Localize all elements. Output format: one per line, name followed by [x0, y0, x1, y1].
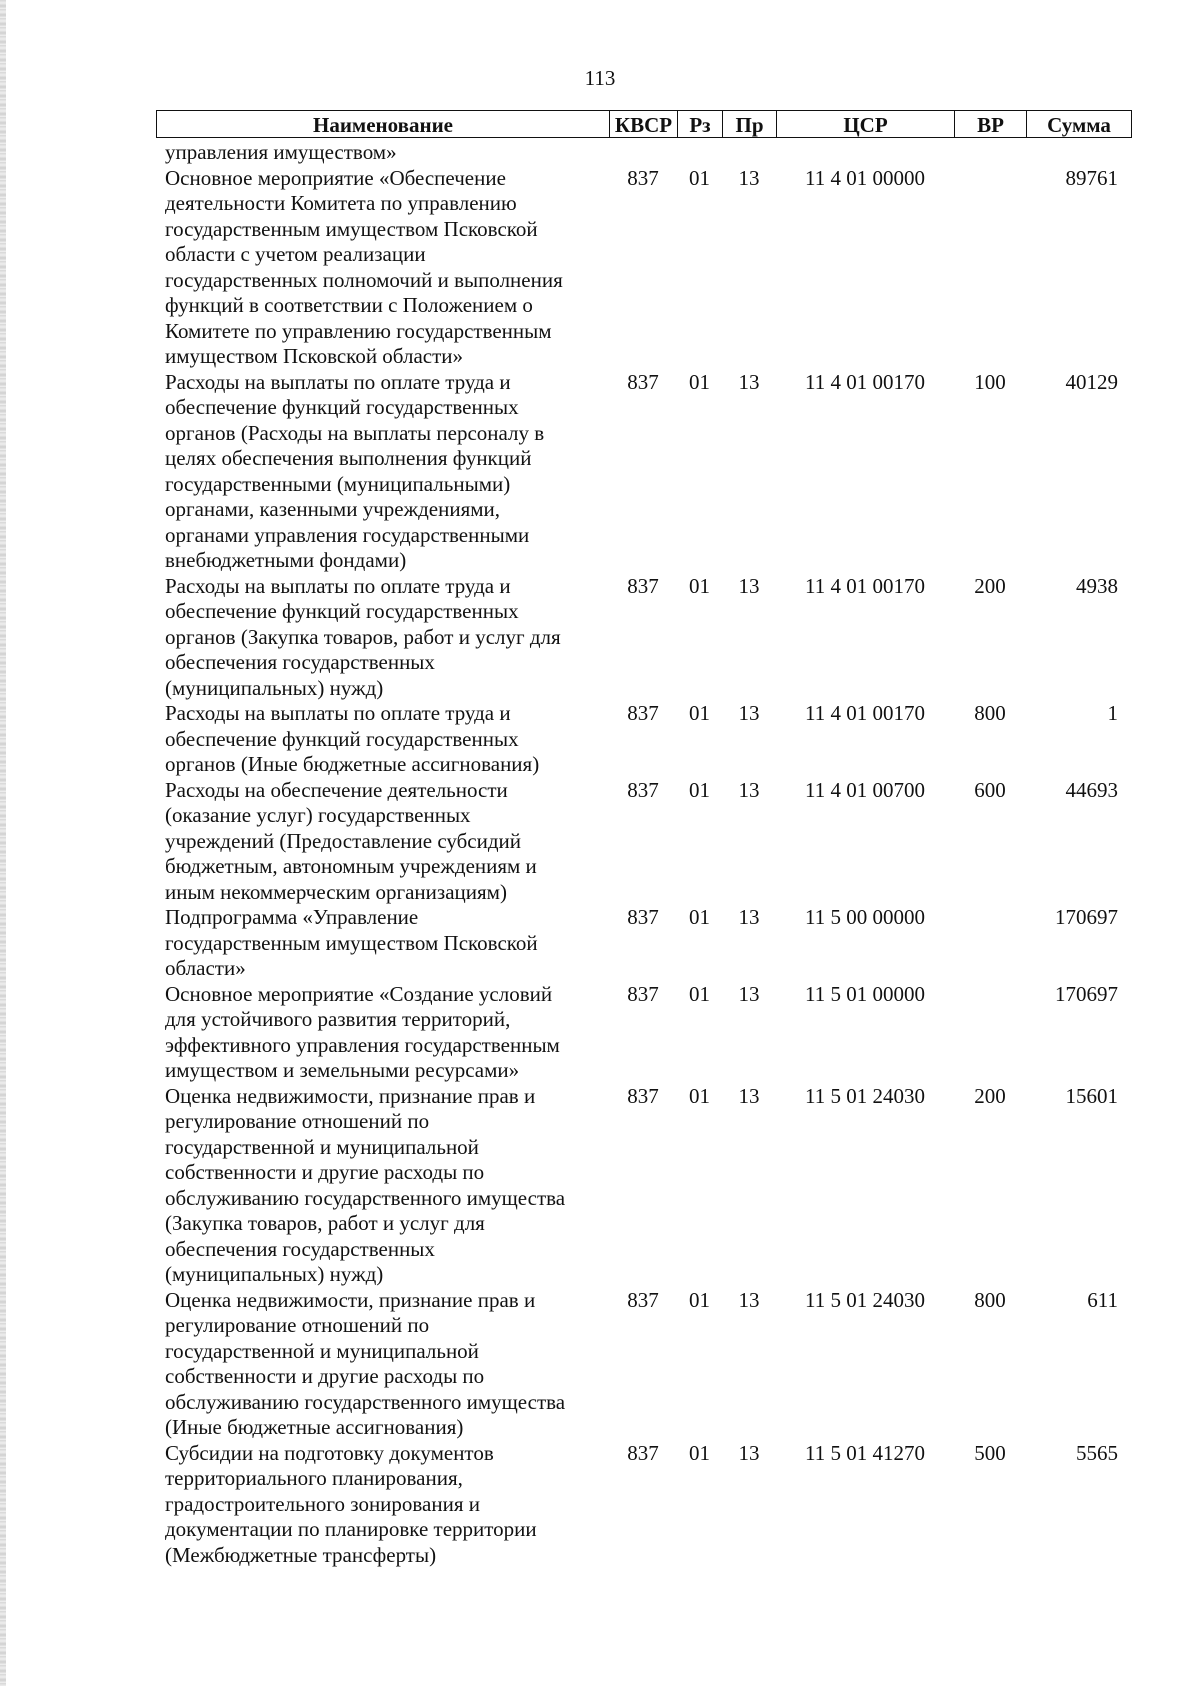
table-row: [156, 370, 1132, 574]
row-vr: 200: [974, 573, 1006, 598]
table-row: [156, 1084, 1132, 1288]
row-name: управления имуществом»: [165, 140, 397, 164]
row-name: Подпрограмма «Управление государственным имуществом Псковской области»: [165, 905, 538, 980]
row-rz: [677, 140, 722, 166]
row-rz: 01: [689, 701, 710, 725]
row-sum: 5565: [1076, 1440, 1118, 1465]
table-row: [156, 1288, 1132, 1441]
row-vr: 100: [974, 369, 1006, 394]
row-name: Основное мероприятие «Обеспечение деятельности Комитета по управлению государственным имуществом Псковской области с учетом реализации государственных полномочий и выполнения функций в соответствии с Положением о Комитете по управлению государственным имуществом Псковской области»: [165, 165, 563, 368]
row-kvsr: 837: [627, 1287, 659, 1312]
row-rz: 01: [689, 981, 710, 1006]
table-row: [156, 905, 1132, 982]
row-csr: 11 4 01 00170: [805, 701, 925, 725]
row-pr: [722, 140, 776, 166]
row-vr: [954, 982, 1026, 1084]
row-csr: 11 4 01 00000: [805, 165, 925, 190]
row-sum: 4938: [1076, 573, 1118, 598]
row-pr: 13: [738, 1083, 760, 1108]
row-sum: [1026, 140, 1130, 166]
table-body: [156, 140, 1132, 1568]
row-rz: 01: [689, 165, 710, 190]
header-kvsr: КВСР: [610, 111, 678, 137]
table-row: [156, 140, 1132, 166]
row-vr: 500: [974, 1440, 1006, 1465]
row-kvsr: 837: [627, 1083, 659, 1108]
row-sum: 44693: [1065, 777, 1118, 802]
row-sum: 40129: [1065, 369, 1118, 394]
row-csr: 11 5 01 41270: [805, 1440, 925, 1465]
row-name: Оценка недвижимости, признание прав и регулирование отношений по государственной и муниципальной собственности и другие расходы по обслуживанию государственного имущества (Иные бюджетные ассигнования): [165, 1287, 566, 1439]
row-vr: [954, 166, 1026, 370]
row-vr: [954, 905, 1026, 982]
row-pr: 13: [738, 573, 760, 598]
header-pr: Пр: [723, 111, 777, 137]
row-kvsr: 837: [627, 905, 659, 929]
row-rz: 01: [689, 573, 710, 598]
row-name: Расходы на выплаты по оплате труда и обеспечение функций государственных органов (Расходы на выплаты персоналу в целях обеспечения выполнения функций государственными (муниципальными) органами, казенными учреждениями, органами управления государственными внебюджетными фондами): [165, 369, 545, 572]
row-kvsr: [609, 140, 677, 166]
row-rz: 01: [689, 1440, 710, 1465]
header-sum: Сумма: [1047, 112, 1111, 137]
header-name: Наименование: [157, 111, 610, 137]
row-pr: 13: [738, 981, 760, 1006]
row-pr: 13: [738, 165, 760, 190]
row-csr: 11 5 01 00000: [805, 981, 925, 1006]
row-name: Основное мероприятие «Создание условий для устойчивого развития территорий, эффективного управления государственным имуществом и земельными ресурсами»: [165, 981, 560, 1082]
row-kvsr: 837: [627, 369, 659, 394]
row-kvsr: 837: [627, 1440, 659, 1465]
table-row: [156, 574, 1132, 702]
row-pr: 13: [738, 701, 760, 725]
row-csr: 11 5 00 00000: [805, 905, 925, 929]
row-sum: 611: [1087, 1287, 1118, 1312]
row-sum: 89761: [1065, 165, 1118, 190]
row-pr: 13: [738, 777, 760, 802]
row-name: Расходы на обеспечение деятельности (оказание услуг) государственных учреждений (Предоставление субсидий бюджетным, автономным учреждениям и иным некоммерческим организациям): [165, 777, 537, 904]
row-kvsr: 837: [627, 573, 659, 598]
row-sum: 15601: [1065, 1083, 1118, 1108]
page-number: 113: [584, 66, 616, 90]
row-rz: 01: [689, 1287, 710, 1312]
row-pr: 13: [738, 1287, 760, 1312]
row-kvsr: 837: [627, 165, 659, 190]
row-kvsr: 837: [627, 701, 659, 725]
row-rz: 01: [689, 1083, 710, 1108]
header-rz: Рз: [678, 111, 723, 137]
row-pr: 13: [738, 1440, 760, 1465]
table-row: [156, 778, 1132, 906]
table-row: [156, 982, 1132, 1084]
header-csr: ЦСР: [777, 111, 955, 137]
table-header: [156, 110, 1132, 138]
scan-edge: [0, 0, 6, 1686]
row-vr: 200: [974, 1083, 1006, 1108]
table-row: [156, 166, 1132, 370]
row-sum: 170697: [1055, 905, 1118, 929]
row-csr: 11 5 01 24030: [805, 1083, 925, 1108]
row-csr: 11 4 01 00170: [805, 573, 925, 598]
row-rz: 01: [689, 369, 710, 394]
row-vr: 800: [974, 1287, 1006, 1312]
row-pr: 13: [738, 905, 760, 929]
row-vr: 800: [974, 701, 1006, 725]
row-rz: 01: [689, 777, 710, 802]
row-rz: 01: [689, 905, 710, 929]
row-vr: 600: [974, 777, 1006, 802]
table-row: [156, 1441, 1132, 1569]
row-kvsr: 837: [627, 777, 659, 802]
row-csr: 11 4 01 00700: [805, 777, 925, 802]
header-vr: ВР: [955, 111, 1027, 137]
row-vr: [954, 140, 1026, 166]
table-row: [156, 701, 1132, 778]
row-csr: 11 4 01 00170: [805, 369, 925, 394]
row-name: Расходы на выплаты по оплате труда и обеспечение функций государственных органов (Закупка товаров, работ и услуг для обеспечения государственных (муниципальных) нужд): [165, 573, 561, 700]
row-name: Субсидии на подготовку документов территориального планирования, градостроительного зонирования и документации по планировке территории (Межбюджетные трансферты): [165, 1440, 537, 1567]
row-name: Оценка недвижимости, признание прав и регулирование отношений по государственной и муниципальной собственности и другие расходы по обслуживанию государственного имущества (Закупка товаров, работ и услуг для обеспечения государственных (муниципальных) нужд): [165, 1083, 566, 1286]
row-name: Расходы на выплаты по оплате труда и обеспечение функций государственных органов (Иные бюджетные ассигнования): [165, 701, 540, 776]
row-sum: 170697: [1055, 981, 1118, 1006]
row-csr: 11 5 01 24030: [805, 1287, 925, 1312]
row-pr: 13: [738, 369, 760, 394]
row-sum: 1: [1107, 701, 1118, 725]
row-csr: [776, 140, 954, 166]
row-kvsr: 837: [627, 981, 659, 1006]
